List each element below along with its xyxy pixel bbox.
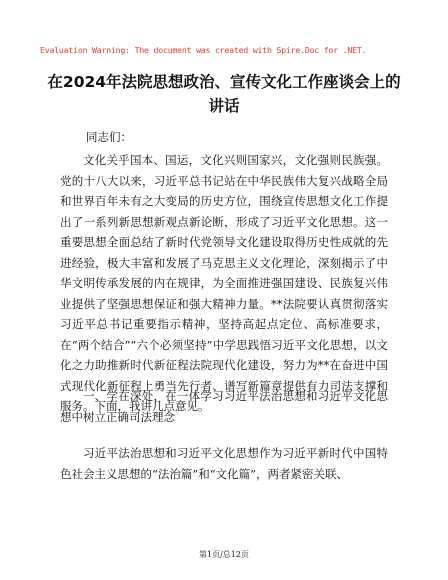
body-paragraph-2: 习近平法治思想和习近平文化思想作为习近平新时代中国特色社会主义思想的“法治篇”和“文化篇”，两者紧密关联、 bbox=[60, 446, 388, 481]
body-paragraph-1: 文化关乎国本、国运，文化兴则国家兴，文化强则民族强。党的十八大以来，习近平总书记站在中华民族伟大复兴战略全局和世界百年未有之大变局的历史方位，围绕宣传思想文化工作提出了一系列新思想新观点新论断，形成了习近平文化思想。这一重要思想全面总结了新时代党领导文化建设取得历史性成就的先进经验，极大丰富和发展了马克思主义文化理论，深刻揭示了中华文明传承发展的内在规律，为全面推进强国建设、民族复兴伟业提供了坚强思想保证和强大精神力量。**法院要认真贯彻落实习近平总书记重要指示精神，坚持高起点定位、高标准要求，在“两个结合”“六个必须坚持”中学思践悟习近平文化思想，以文化之力助推新时代新征程法院现代化建设，努力为**在奋进中国式现代化新征程上勇当先行者、谱写新篇章提供有力司法支撑和服务。下面，我讲几点意见。 bbox=[60, 153, 388, 413]
section-heading-1: 一、学在深处，在一体学习习近平法治思想和习近平文化思想中树立正确司法理念 bbox=[60, 389, 388, 424]
evaluation-warning: Evaluation Warning: The document was created with Spire.Doc for .NET. bbox=[40, 45, 367, 55]
document-title: 在2024年法院思想政治、宣传文化工作座谈会上的讲话 bbox=[47, 73, 401, 115]
page-footer: 第1页/总12页 bbox=[199, 550, 249, 559]
salutation: 同志们： bbox=[86, 130, 132, 144]
